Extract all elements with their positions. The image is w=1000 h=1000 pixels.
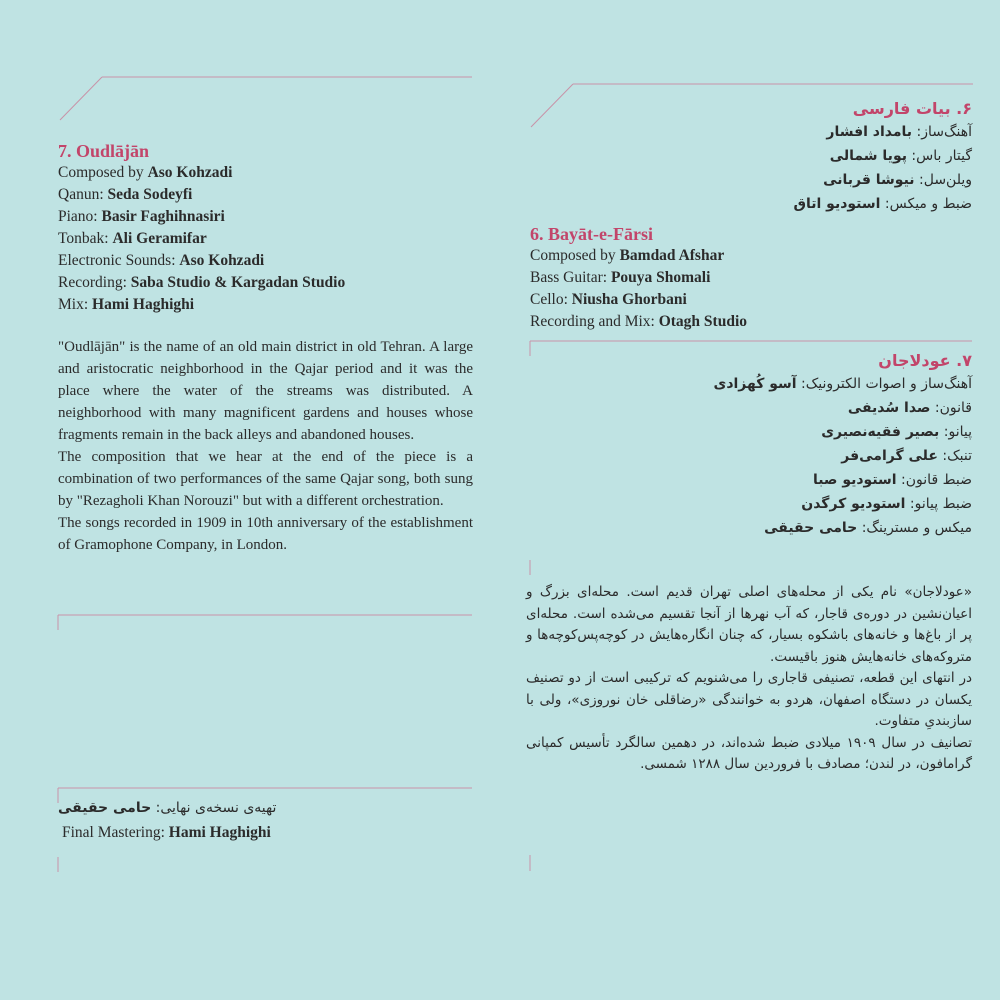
credit-piano-recording: ضبط پیانو: استودیو کرگدن — [801, 496, 972, 512]
credit-mix-mastering: میکس و مسترینگ: حامی حقیقی — [764, 520, 972, 536]
track-title: ۶. بیات فارسی — [852, 99, 972, 118]
credit-composer: آهنگ‌ساز و اصوات الکترونیک: آسو کُهزادی — [713, 376, 972, 392]
credit-recording: Recording: Saba Studio & Kargadan Studio — [58, 274, 346, 291]
track-title: 7. Oudlājān — [58, 141, 150, 161]
credit-recording-mix: Recording and Mix: Otagh Studio — [530, 313, 748, 330]
credit-piano: پیانو: بصیر فقیه‌نصیری — [821, 424, 972, 440]
bayat-english-credits — [530, 223, 972, 333]
credit-cello: Cello: Niusha Ghorbani — [530, 291, 687, 308]
credit-bass-guitar: گیتار باس: پویا شمالی — [829, 148, 972, 164]
credit-qanun: قانون: صدا سُدیفی — [847, 400, 972, 416]
credit-cello: ویلن‌سل: نیوشا قربانی — [823, 172, 972, 188]
description-paragraph: «عودلاجان» نام یکی از محله‌های اصلی تهران قدیم است. محله‌ای بزرگ و اعیان‌نشین در دوره‌ی قاجار، که آب نهرها از آنجا تقسیم می‌شده است. محله‌ای پر از باغ‌ها و خانه‌های باشکوه بسیار، که چنان انگاره‌هایش در کوچه‌پس‌کوچه‌ها و متروکه‌های خانه‌هایش هنوز باقیست. — [526, 584, 972, 665]
description-paragraph: تصانیف در سال ۱۹۰۹ میلادی ضبط شده‌اند، در دهمین سالگرد تأسیس کمپانی گرامافون، در لندن؛ مصادف با فروردین سال ۱۲۸۸ شمسی. — [526, 734, 972, 772]
oudlajan-english-description — [58, 336, 473, 556]
credit-bass-guitar: Bass Guitar: Pouya Shomali — [530, 269, 711, 286]
credit-composer: Composed by Bamdad Afshar — [530, 247, 725, 264]
mastering-english: Final Mastering: Hami Haghighi — [62, 824, 271, 841]
credit-composer: Composed by Aso Kohzadi — [58, 164, 233, 181]
oudlajan-persian-description — [526, 582, 972, 776]
credit-piano: Piano: Basir Faghihnasiri — [58, 208, 225, 225]
credit-mix: Mix: Hami Haghighi — [58, 296, 195, 313]
bayat-persian-credits — [600, 98, 972, 216]
track-title: 6. Bayāt-e-Fārsi — [530, 224, 653, 244]
description-paragraph: در انتهای این قطعه، تصنیفی قاجاری را می‌شنویم که ترکیبی است از دو تصنیف یکسان در دستگاه اصفهان، هردو به خوانندگی «رضاقلی خان نوروزی»، ولی با سازبندیِ متفاوت. — [526, 670, 972, 729]
oudlajan-persian-credits — [600, 350, 972, 540]
credit-composer: آهنگ‌ساز: بامداد افشار — [826, 124, 972, 140]
mastering-persian: تهیه‌ی نسخه‌ی نهایی: حامی حقیقی — [58, 800, 277, 816]
credit-electronic-sounds: Electronic Sounds: Aso Kohzadi — [58, 252, 265, 269]
credit-tonbak: تنبک: علی گرامی‌فر — [841, 448, 972, 464]
description-paragraph: The songs recorded in 1909 in 10th anniversary of the establishment of Gramophone Company, in London. — [58, 515, 473, 553]
description-paragraph: "Oudlājān" is the name of an old main district in old Tehran. A large and aristocratic neighborhood in the Qajar period and it was the place where the water of the streams was distributed. A neighborhood with many magnificent gardens and houses whose fragments remain in the back alleys and abandoned houses. — [58, 339, 473, 443]
oudlajan-english-credits — [58, 140, 473, 316]
credit-tonbak: Tonbak: Ali Geramifar — [58, 230, 207, 247]
description-paragraph: The composition that we hear at the end of the piece is a combination of two performances of the same Qajar song, both sung by "Rezagholi Khan Norouzi" but with a different orchestration. — [58, 449, 473, 509]
credit-recording-mix: ضبط و میکس: استودیو اتاق — [793, 196, 972, 212]
credit-qanun: Qanun: Seda Sodeyfi — [58, 186, 193, 203]
credit-qanun-recording: ضبط قانون: استودیو صبا — [812, 472, 972, 488]
track-title: ۷. عودلاجان — [878, 351, 972, 370]
